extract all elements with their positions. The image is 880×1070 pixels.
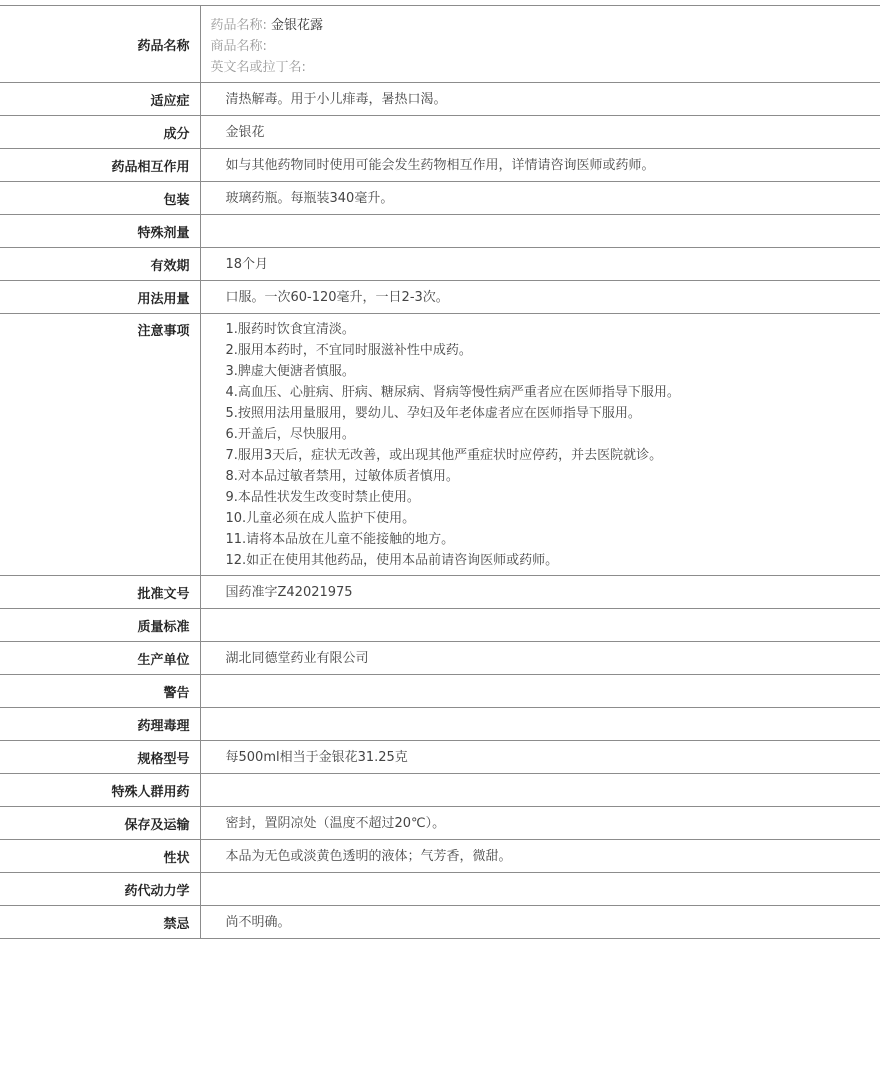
pharmacology-value (200, 708, 880, 741)
drug-name-label: 药品名称 (0, 6, 200, 83)
precaution-item: 6.开盖后，尽快服用。 (225, 427, 355, 442)
contraindications-value: 尚不明确。 (200, 906, 880, 939)
ingredients-label: 成分 (0, 116, 200, 149)
generic-name-line (211, 15, 880, 36)
trade-name-line (211, 36, 880, 57)
special-dosage-label: 特殊剂量 (0, 215, 200, 248)
approval-label: 批准文号 (0, 576, 200, 609)
row-packaging (0, 182, 880, 215)
row-shelf-life (0, 248, 880, 281)
english-name-key: 英文名或拉丁名: (210, 60, 306, 75)
shelf-life-label: 有效期 (0, 248, 200, 281)
indications-value: 清热解毒。用于小儿痱毒，暑热口渴。 (200, 83, 880, 116)
warning-label: 警告 (0, 675, 200, 708)
warning-value (200, 675, 880, 708)
precautions-list (200, 314, 880, 576)
packaging-label: 包装 (0, 182, 200, 215)
usage-value: 口服。一次60-120毫升，一日2-3次。 (200, 281, 880, 314)
indications-label: 适应症 (0, 83, 200, 116)
usage-label: 用法用量 (0, 281, 200, 314)
row-appearance (0, 840, 880, 873)
precaution-item: 7.服用3天后，症状无改善，或出现其他严重症状时应停药，并去医院就诊。 (225, 448, 663, 463)
row-precautions (0, 314, 880, 576)
manufacturer-label: 生产单位 (0, 642, 200, 675)
drug-info-table (0, 5, 880, 939)
row-pharmacokinetics (0, 873, 880, 906)
row-storage (0, 807, 880, 840)
row-specification (0, 741, 880, 774)
pharmacology-label: 药理毒理 (0, 708, 200, 741)
storage-label: 保存及运输 (0, 807, 200, 840)
precaution-item: 9.本品性状发生改变时禁止使用。 (225, 490, 420, 505)
precaution-item: 11.请将本品放在儿童不能接触的地方。 (225, 532, 455, 547)
row-warning (0, 675, 880, 708)
interactions-value: 如与其他药物同时使用可能会发生药物相互作用，详情请咨询医师或药师。 (200, 149, 880, 182)
trade-name-key: 商品名称: (210, 39, 267, 54)
row-ingredients (0, 116, 880, 149)
row-special-population (0, 774, 880, 807)
generic-name-value: 金银花露 (271, 18, 324, 33)
pharmacokinetics-value (200, 873, 880, 906)
specification-value: 每500ml相当于金银花31.25克 (200, 741, 880, 774)
row-contraindications (0, 906, 880, 939)
precaution-item: 10.儿童必须在成人监护下使用。 (225, 511, 416, 526)
storage-value: 密封，置阴凉处（温度不超过20℃）。 (200, 807, 880, 840)
row-interactions (0, 149, 880, 182)
packaging-value: 玻璃药瓶。每瓶装340毫升。 (200, 182, 880, 215)
shelf-life-value: 18个月 (200, 248, 880, 281)
special-dosage-value (200, 215, 880, 248)
precaution-item: 5.按照用法用量服用，婴幼儿、孕妇及年老体虚者应在医师指导下服用。 (225, 406, 641, 421)
appearance-value: 本品为无色或淡黄色透明的液体；气芳香，微甜。 (200, 840, 880, 873)
row-drug-name (0, 6, 880, 83)
interactions-label: 药品相互作用 (0, 149, 200, 182)
approval-value: 国药准字Z42021975 (200, 576, 880, 609)
drug-name-values (200, 6, 880, 83)
precaution-item: 4.高血压、心脏病、肝病、糖尿病、肾病等慢性病严重者应在医师指导下服用。 (225, 385, 680, 400)
row-quality-standard (0, 609, 880, 642)
precaution-item: 2.服用本药时，不宜同时服滋补性中成药。 (225, 343, 472, 358)
row-pharmacology (0, 708, 880, 741)
row-special-dosage (0, 215, 880, 248)
row-usage (0, 281, 880, 314)
special-population-value (200, 774, 880, 807)
manufacturer-value: 湖北同德堂药业有限公司 (200, 642, 880, 675)
special-population-label: 特殊人群用药 (0, 774, 200, 807)
ingredients-value: 金银花 (200, 116, 880, 149)
row-indications (0, 83, 880, 116)
precaution-item: 1.服药时饮食宜清淡。 (225, 322, 355, 337)
generic-name-key: 药品名称: (210, 18, 267, 33)
contraindications-label: 禁忌 (0, 906, 200, 939)
pharmacokinetics-label: 药代动力学 (0, 873, 200, 906)
precaution-item: 12.如正在使用其他药品，使用本品前请咨询医师或药师。 (225, 553, 559, 568)
row-approval (0, 576, 880, 609)
english-name-line (211, 57, 880, 78)
quality-standard-value (200, 609, 880, 642)
specification-label: 规格型号 (0, 741, 200, 774)
precautions-label: 注意事项 (0, 314, 200, 576)
quality-standard-label: 质量标准 (0, 609, 200, 642)
appearance-label: 性状 (0, 840, 200, 873)
precaution-item: 8.对本品过敏者禁用，过敏体质者慎用。 (225, 469, 459, 484)
row-manufacturer (0, 642, 880, 675)
precaution-item: 3.脾虚大便溏者慎服。 (225, 364, 355, 379)
